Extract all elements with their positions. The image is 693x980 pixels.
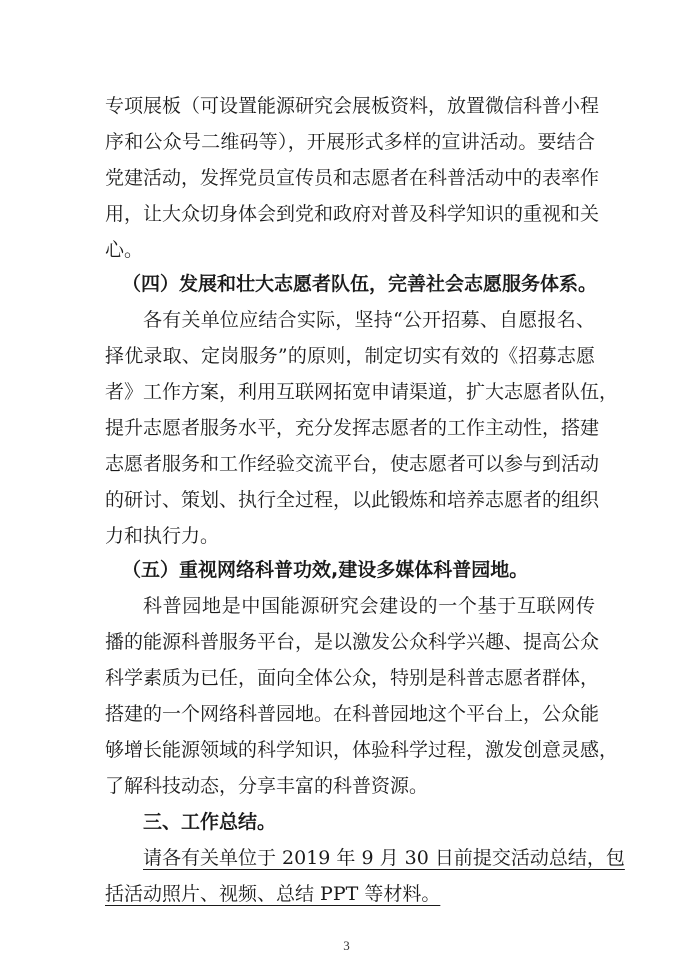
paragraph-line: 搭建的一个网络科普园地。在科普园地这个平台上，公众能 xyxy=(105,703,600,725)
section-heading: 三、工作总结。 xyxy=(143,811,277,833)
paragraph-line: 科普园地是中国能源研究会建设的一个基于互联网传 xyxy=(143,595,595,617)
paragraph-line: 请各有关单位于 2019 年 9 月 30 日前提交活动总结，包 xyxy=(143,847,625,869)
paragraph-line: 提升志愿者服务水平，充分发挥志愿者的工作主动性，搭建 xyxy=(105,417,600,439)
paragraph-line: 了解科技动态，分享丰富的科普资源。 xyxy=(105,775,429,797)
paragraph-line: 序和公众号二维码等），开展形式多样的宣讲活动。要结合 xyxy=(105,131,595,153)
paragraph-line: 力和执行力。 xyxy=(105,525,220,547)
section-heading: （四）发展和壮大志愿者队伍，完善社会志愿服务体系。 xyxy=(122,273,598,295)
paragraph-line: 志愿者服务和工作经验交流平台，使志愿者可以参与到活动 xyxy=(105,453,600,475)
paragraph-line: 括活动照片、视频、总结 PPT 等材料。 xyxy=(105,883,441,905)
paragraph-line: 播的能源科普服务平台，是以激发公众科学兴趣、提高公众 xyxy=(105,631,600,653)
paragraph-line: 心。 xyxy=(105,239,144,261)
paragraph-line: 专项展板（可设置能源研究会展板资料，放置微信科普小程 xyxy=(105,95,600,117)
paragraph-line: 各有关单位应结合实际，坚持“公开招募、自愿报名、 xyxy=(143,309,595,331)
section-heading: （五）重视网络科普功效,建设多媒体科普园地。 xyxy=(122,559,529,581)
page-number: 3 xyxy=(343,938,350,953)
paragraph-line: 党建活动，发挥党员宣传员和志愿者在科普活动中的表率作 xyxy=(105,167,600,189)
paragraph-line: 科学素质为已任，面向全体公众，特别是科普志愿者群体， xyxy=(105,667,600,689)
paragraph-line: 用，让大众切身体会到党和政府对普及科学知识的重视和关 xyxy=(105,203,600,225)
paragraph-line: 够增长能源领域的科学知识，体验科学过程，激发创意灵感， xyxy=(105,739,619,761)
paragraph-line: 者》工作方案，利用互联网拓宽申请渠道，扩大志愿者队伍， xyxy=(105,381,619,403)
paragraph-line: 择优录取、定岗服务”的原则，制定切实有效的《招募志愿 xyxy=(105,345,595,367)
paragraph-line: 的研讨、策划、执行全过程，以此锻炼和培养志愿者的组织 xyxy=(105,489,600,511)
